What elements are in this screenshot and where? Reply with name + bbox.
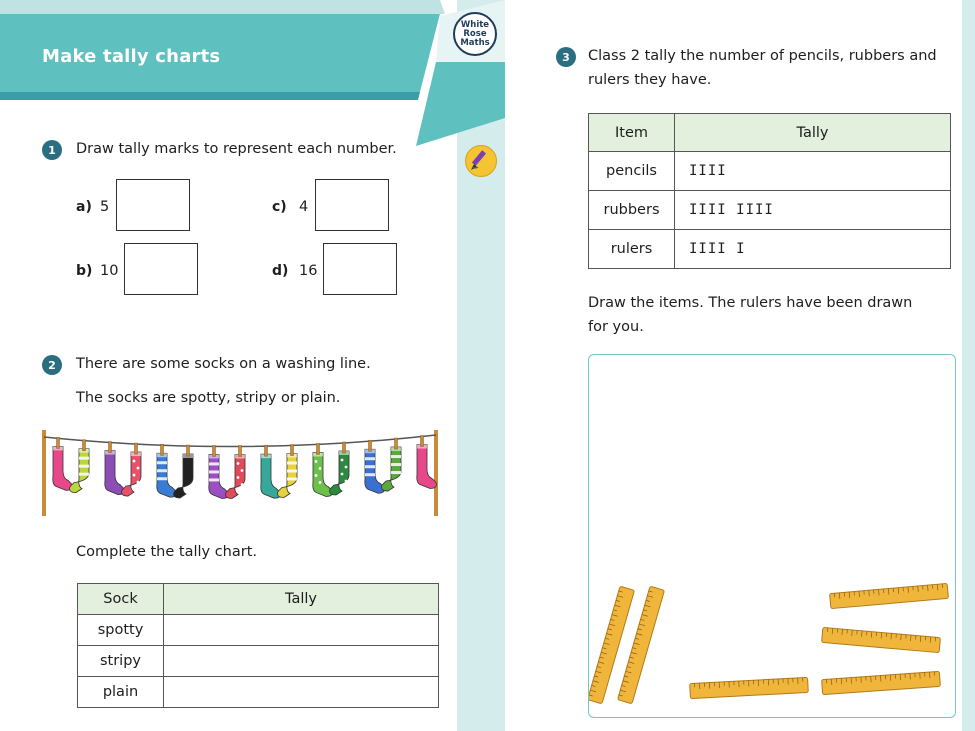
- question-2-line-1: There are some socks on a washing line.: [76, 356, 371, 372]
- column-header: Tally: [164, 584, 439, 615]
- logo-line: Rose: [463, 28, 487, 39]
- tally-cell: [675, 152, 951, 191]
- part-number: 4: [299, 199, 309, 215]
- question-1-prompt: Draw tally marks to represent each number.: [76, 141, 397, 157]
- question-3-instruction-line-2: for you.: [588, 319, 644, 335]
- sock: [365, 440, 385, 493]
- stationery-tally-table: [588, 113, 951, 269]
- question-2-line-2: The socks are spotty, stripy or plain.: [76, 390, 341, 406]
- sock: [417, 436, 437, 489]
- part-letter: d): [272, 263, 289, 279]
- row-label: plain: [78, 677, 164, 708]
- sock-tally-table: [77, 583, 439, 708]
- pencil-icon: [465, 145, 497, 177]
- question-number-badge: 3: [556, 47, 576, 67]
- row-label: rulers: [589, 230, 675, 269]
- question-3-instruction-line-1: Draw the items. The rulers have been drawn: [588, 295, 913, 311]
- question-3-line-1: Class 2 tally the number of pencils, rubbers and: [588, 48, 937, 64]
- tally-cell-stripy[interactable]: [164, 646, 439, 677]
- ruler: [822, 671, 941, 694]
- rulers-picture: [589, 355, 957, 719]
- tally-cell-plain[interactable]: [164, 677, 439, 708]
- right-page-side-strip: [962, 0, 975, 731]
- sock: [278, 444, 297, 497]
- part-number: 5: [100, 199, 110, 215]
- question-number-badge: 1: [42, 140, 62, 160]
- column-header: Item: [589, 114, 675, 152]
- part-letter: c): [272, 199, 287, 215]
- drawing-area[interactable]: [588, 354, 956, 718]
- white-rose-maths-logo: [453, 12, 497, 56]
- tally-cell: [675, 191, 951, 230]
- sock: [105, 442, 125, 495]
- answer-box-c[interactable]: [315, 179, 389, 231]
- sock: [330, 442, 349, 495]
- sock: [313, 443, 333, 496]
- answer-box-b[interactable]: [124, 243, 198, 295]
- row-label: spotty: [78, 615, 164, 646]
- logo-line: White: [460, 19, 490, 30]
- part-number: 16: [299, 263, 318, 279]
- ruler: [830, 583, 949, 608]
- column-header: Sock: [78, 584, 164, 615]
- tally-marks: IIII I: [689, 241, 746, 257]
- sock: [157, 444, 177, 497]
- logo-line: Maths: [460, 37, 490, 48]
- ruler: [822, 627, 941, 652]
- sock: [122, 443, 141, 496]
- sock: [226, 446, 245, 499]
- part-letter: b): [76, 263, 93, 279]
- answer-box-a[interactable]: [116, 179, 190, 231]
- row-label: stripy: [78, 646, 164, 677]
- sock: [382, 438, 401, 491]
- part-number: 10: [100, 263, 119, 279]
- washing-line-picture: [40, 425, 445, 520]
- part-letter: a): [76, 199, 92, 215]
- tally-cell: [675, 230, 951, 269]
- question-3-line-2: rulers they have.: [588, 72, 712, 88]
- answer-box-d[interactable]: [323, 243, 397, 295]
- tally-cell-spotty[interactable]: [164, 615, 439, 646]
- sock: [70, 440, 89, 493]
- sock: [261, 445, 281, 498]
- ruler: [690, 677, 809, 698]
- row-label: rubbers: [589, 191, 675, 230]
- row-label: pencils: [589, 152, 675, 191]
- sock: [209, 445, 229, 498]
- sock: [53, 437, 73, 490]
- sock: [174, 445, 193, 498]
- page-title: Make tally charts: [42, 46, 221, 67]
- column-header: Tally: [675, 114, 951, 152]
- title-banner: [0, 0, 510, 150]
- tally-marks: IIII IIII: [689, 202, 774, 218]
- tally-marks: IIII: [689, 163, 727, 179]
- question-2-instruction: Complete the tally chart.: [76, 544, 258, 560]
- question-number-badge: 2: [42, 355, 62, 375]
